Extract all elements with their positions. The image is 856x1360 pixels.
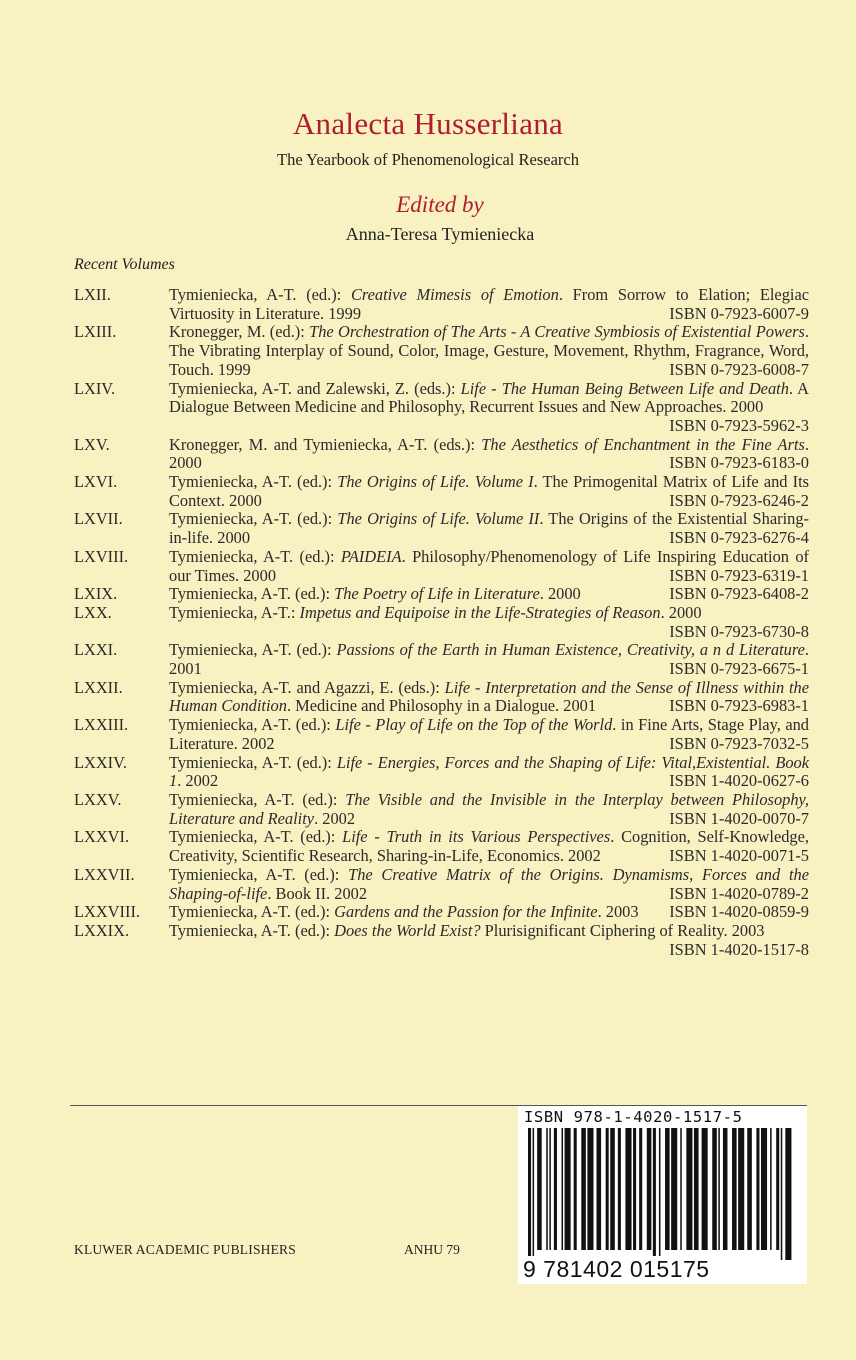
barcode-bar (653, 1128, 656, 1260)
volume-entry (74, 548, 809, 585)
volume-number: LXXI. (74, 640, 118, 660)
volume-citation (169, 641, 809, 678)
barcode-bar (554, 1128, 557, 1250)
volume-number: LXIV. (74, 378, 116, 398)
volume-author: Kronegger, M. (ed.): (169, 322, 310, 342)
volume-author: Tymieniecka, A-T. (ed.): (169, 584, 335, 604)
volume-citation (169, 828, 809, 865)
barcode-bar (549, 1128, 551, 1250)
volume-entry (74, 922, 809, 959)
volume-details: . Medicine and Philosophy in a Dialogue. 2001 (286, 696, 597, 716)
volume-citation (169, 791, 809, 828)
series-subtitle: The Yearbook of Phenomenological Research (277, 150, 579, 169)
volume-isbn: ISBN 0-7923-6008-7 (669, 359, 809, 379)
volume-author: Tymieniecka, A-T. (ed.): (169, 509, 338, 529)
barcode-bar (639, 1128, 642, 1250)
barcode-bar (694, 1128, 699, 1250)
volume-entry (74, 473, 809, 510)
volume-title: Passions of the Earth in Human Existence, Creativity, a n d Literature (336, 640, 805, 660)
series-code: ANHU 79 (404, 1242, 460, 1257)
volume-author: Tymieniecka, A-T. (ed.): (169, 752, 337, 772)
volume-entry (74, 866, 809, 903)
barcode-icon (528, 1128, 796, 1260)
volume-entry (74, 679, 809, 716)
volume-entry (74, 604, 809, 641)
volume-title: The Origins of Life. Volume II (337, 509, 540, 529)
volume-citation (169, 286, 809, 323)
volume-citation (169, 473, 809, 510)
volume-title: The Orchestration of The Arts - A Creative Symbiosis of Existential Powers (309, 322, 805, 342)
volume-details: . 2000 (169, 434, 809, 473)
volume-number: LXIII. (74, 322, 117, 342)
volume-entry (74, 286, 809, 323)
volume-entry (74, 754, 809, 791)
volume-title: Life - Play of Life on the Top of the World (335, 715, 613, 735)
volume-citation (169, 510, 809, 547)
volume-title: The Origins of Life. Volume I (337, 472, 534, 492)
barcode-bar (671, 1128, 677, 1250)
volume-title: The Creative Matrix of the Origins. Dynamisms, Forces and the Shaping-of-life (169, 864, 809, 903)
volume-title: Impetus and Equipoise in the Life-Strategies of Reason (299, 602, 661, 622)
volume-author: Tymieniecka, A-T. (ed.): (169, 920, 335, 940)
volume-number: LXXV. (74, 789, 122, 809)
volume-author: Tymieniecka, A-T. (ed.): (169, 546, 341, 566)
volume-number: LXXVI. (74, 827, 130, 847)
volume-title: Life - Truth in its Various Perspectives (342, 827, 611, 847)
editor-name: Anna-Teresa Tymieniecka (345, 224, 535, 244)
barcode-bar (747, 1128, 752, 1250)
volume-title: The Aesthetics of Enchantment in the Fine Arts (481, 434, 805, 454)
volume-author: Tymieniecka, A-T. (ed.): (169, 789, 346, 809)
volume-author: Tymieniecka, A-T. (ed.): (169, 285, 351, 304)
barcode-bar (718, 1128, 720, 1250)
volume-details: . 2002 (314, 808, 356, 828)
barcode-bar (770, 1128, 772, 1250)
volume-number: LXXII. (74, 677, 123, 697)
volume-isbn: ISBN 0-7923-6319-1 (669, 565, 809, 585)
volume-number: LXVII. (74, 509, 123, 529)
volume-title: Gardens and the Passion for the Infinite (334, 902, 598, 922)
volume-list (74, 286, 809, 959)
volume-isbn: ISBN 1-4020-1517-8 (669, 939, 809, 959)
volume-isbn: ISBN 0-7923-6730-8 (669, 621, 809, 641)
volume-isbn: ISBN 0-7923-6276-4 (669, 528, 809, 548)
barcode-bar (625, 1128, 631, 1250)
volume-citation (169, 548, 809, 585)
volume-isbn: ISBN 0-7923-6675-1 (669, 659, 809, 679)
volume-isbn: ISBN 0-7923-7032-5 (669, 733, 809, 753)
volume-title: Life - Interpretation and the Sense of Illness within the Human Condition (169, 677, 809, 716)
volume-details: . 2000 (660, 602, 702, 622)
isbn13-label: ISBN 978-1-4020-1517-5 (524, 1108, 743, 1126)
volume-title: Life - The Human Being Between Life and Death (460, 378, 789, 398)
volume-citation (169, 922, 809, 959)
volume-details: . From Sorrow to Elation; Elegiac Virtuosity in Literature. 1999 (169, 285, 810, 323)
volume-number: LXVIII. (74, 546, 129, 566)
barcode-bar (606, 1128, 609, 1250)
volume-citation (169, 604, 809, 641)
volume-details: . The Primogenital Matrix of Life and Its Context. 2000 (169, 472, 809, 510)
volume-number: LXVI. (74, 472, 118, 492)
volume-isbn: ISBN 0-7923-6408-2 (669, 584, 809, 604)
volume-title: Does the World Exist? (334, 920, 481, 940)
volume-entry (74, 903, 809, 922)
barcode-bar (574, 1128, 577, 1250)
barcode-bar (785, 1128, 791, 1260)
volume-details: . A Dialogue Between Medicine and Philosophy, Recurrent Issues and New Approaches. 2000 (169, 378, 809, 417)
barcode-bar (533, 1128, 535, 1260)
volume-isbn: ISBN 0-7923-6007-9 (669, 303, 809, 323)
volume-details: . Book II. 2002 (267, 883, 368, 903)
barcode-bar (562, 1128, 564, 1250)
volume-number: LXXIX. (74, 920, 130, 940)
barcode-bar (610, 1128, 615, 1250)
volume-details: . Philosophy/Phenomenology of Life Inspiring Education of our Times. 2000 (169, 546, 809, 585)
volume-isbn: ISBN 0-7923-6983-1 (669, 696, 809, 716)
barcode-bar (712, 1128, 717, 1250)
volume-title: The Poetry of Life in Literature (334, 584, 540, 604)
volume-number: LXXIII. (74, 715, 129, 735)
volume-title: Creative Mimesis of Emotion (350, 285, 559, 304)
volume-number: LXX. (74, 602, 112, 622)
volume-entry (74, 641, 809, 678)
volume-citation (169, 436, 809, 473)
barcode-bar (761, 1128, 767, 1250)
volume-number: LXXVIII. (74, 902, 140, 922)
barcode-bar (581, 1128, 586, 1250)
volume-entry (74, 510, 809, 547)
volume-isbn: ISBN 1-4020-0070-7 (669, 808, 809, 828)
barcode-bar (781, 1128, 783, 1260)
volume-isbn: ISBN 1-4020-0627-6 (669, 771, 809, 791)
series-title: Analecta Husserliana (292, 106, 564, 141)
volume-isbn: ISBN 1-4020-0071-5 (669, 846, 809, 866)
volume-entry (74, 436, 809, 473)
barcode-bar (686, 1128, 692, 1250)
volume-number: LXV. (74, 434, 110, 454)
volume-author: Tymieniecka, A-T. and Zalewski, Z. (eds.): (169, 378, 461, 398)
volume-number: LXXVII. (74, 864, 135, 884)
volume-number: LXIX. (74, 584, 118, 604)
volume-title: PAIDEIA (340, 546, 402, 566)
volume-author: Tymieniecka, A-T. (ed.): (169, 864, 349, 884)
barcode-bar (756, 1128, 759, 1250)
barcode-bar (587, 1128, 593, 1250)
barcode-bar (776, 1128, 779, 1250)
barcode-bar (528, 1128, 531, 1260)
barcode-bar (633, 1128, 636, 1250)
volume-citation (169, 585, 809, 604)
volume-details: . 2000 (539, 584, 581, 604)
ean-digits: 9 781402 015175 (523, 1256, 710, 1282)
edited-by-label: Edited by (396, 192, 484, 217)
volume-details: . 2003 (597, 902, 639, 922)
volume-details: Plurisignificant Ciphering of Reality. 2003 (480, 920, 765, 940)
volume-author: Tymieniecka, A-T. (ed.): (169, 715, 336, 735)
volume-citation (169, 380, 809, 436)
volume-citation (169, 323, 809, 379)
volume-author: Tymieniecka, A-T. (ed.): (169, 827, 343, 847)
volume-isbn: ISBN 1-4020-0789-2 (669, 883, 809, 903)
barcode-bar (597, 1128, 602, 1250)
barcode-bar (665, 1128, 670, 1250)
volume-details: . 2002 (177, 771, 219, 791)
volume-number: LXII. (74, 285, 111, 304)
volume-entry (74, 585, 809, 604)
barcode-bar (537, 1128, 542, 1250)
barcode-bar (723, 1128, 728, 1250)
volume-author: Tymieniecka, A-T. (ed.): (169, 640, 337, 660)
volume-author: Kronegger, M. and Tymieniecka, A-T. (eds.): (169, 434, 482, 454)
barcode-bar (565, 1128, 571, 1250)
volume-author: Tymieniecka, A-T. (ed.): (169, 902, 335, 922)
volume-isbn: ISBN 1-4020-0859-9 (669, 902, 809, 922)
volume-details: . Cognition, Self-Knowledge, Creativity, Scientific Research, Sharing-in-Life, Economics. 2002 (169, 827, 809, 866)
volume-entry (74, 828, 809, 865)
barcode-bar (702, 1128, 708, 1250)
volume-isbn: ISBN 0-7923-6183-0 (669, 453, 809, 473)
volume-details: . in Fine Arts, Stage Play, and Literature. 2002 (169, 715, 809, 753)
recent-volumes-heading: Recent Volumes (74, 256, 175, 273)
volume-details: . The Origins of the Existential Sharing-in-life. 2000 (169, 509, 809, 548)
volume-citation (169, 866, 809, 903)
barcode-bar (647, 1128, 652, 1250)
volume-author: Tymieniecka, A-T. (ed.): (169, 472, 338, 492)
volume-citation (169, 754, 809, 791)
barcode-bar (680, 1128, 682, 1250)
volume-title: The Visible and the Invisible in the Interplay between Philosophy, Literature and Reality (169, 789, 809, 828)
volume-author: Tymieniecka, A-T. and Agazzi, E. (eds.): (169, 677, 445, 697)
volume-details: . The Vibrating Interplay of Sound, Color, Image, Gesture, Movement, Rhythm, Fragrance, Word, Touch. 1999 (169, 322, 810, 379)
volume-number: LXXIV. (74, 752, 127, 772)
volume-entry (74, 791, 809, 828)
barcode-bar (659, 1128, 661, 1260)
volume-citation (169, 716, 809, 753)
barcode-bar (546, 1128, 548, 1250)
volume-citation (169, 679, 809, 716)
volume-entry (74, 716, 809, 753)
volume-isbn: ISBN 0-7923-5962-3 (669, 415, 809, 435)
volume-isbn: ISBN 0-7923-6246-2 (669, 490, 809, 510)
barcode-bar (732, 1128, 737, 1250)
volume-title: Life - Energies, Forces and the Shaping of Life: Vital,Existential. Book 1 (169, 752, 810, 791)
barcode-bar (618, 1128, 621, 1250)
volume-author: Tymieniecka, A-T.: (169, 602, 300, 622)
volume-entry (74, 380, 809, 436)
volume-citation (169, 903, 809, 922)
volume-entry (74, 323, 809, 379)
volume-details: . 2001 (169, 640, 810, 679)
barcode-bar (738, 1128, 744, 1250)
publisher-name: KLUWER ACADEMIC PUBLISHERS (74, 1242, 296, 1257)
